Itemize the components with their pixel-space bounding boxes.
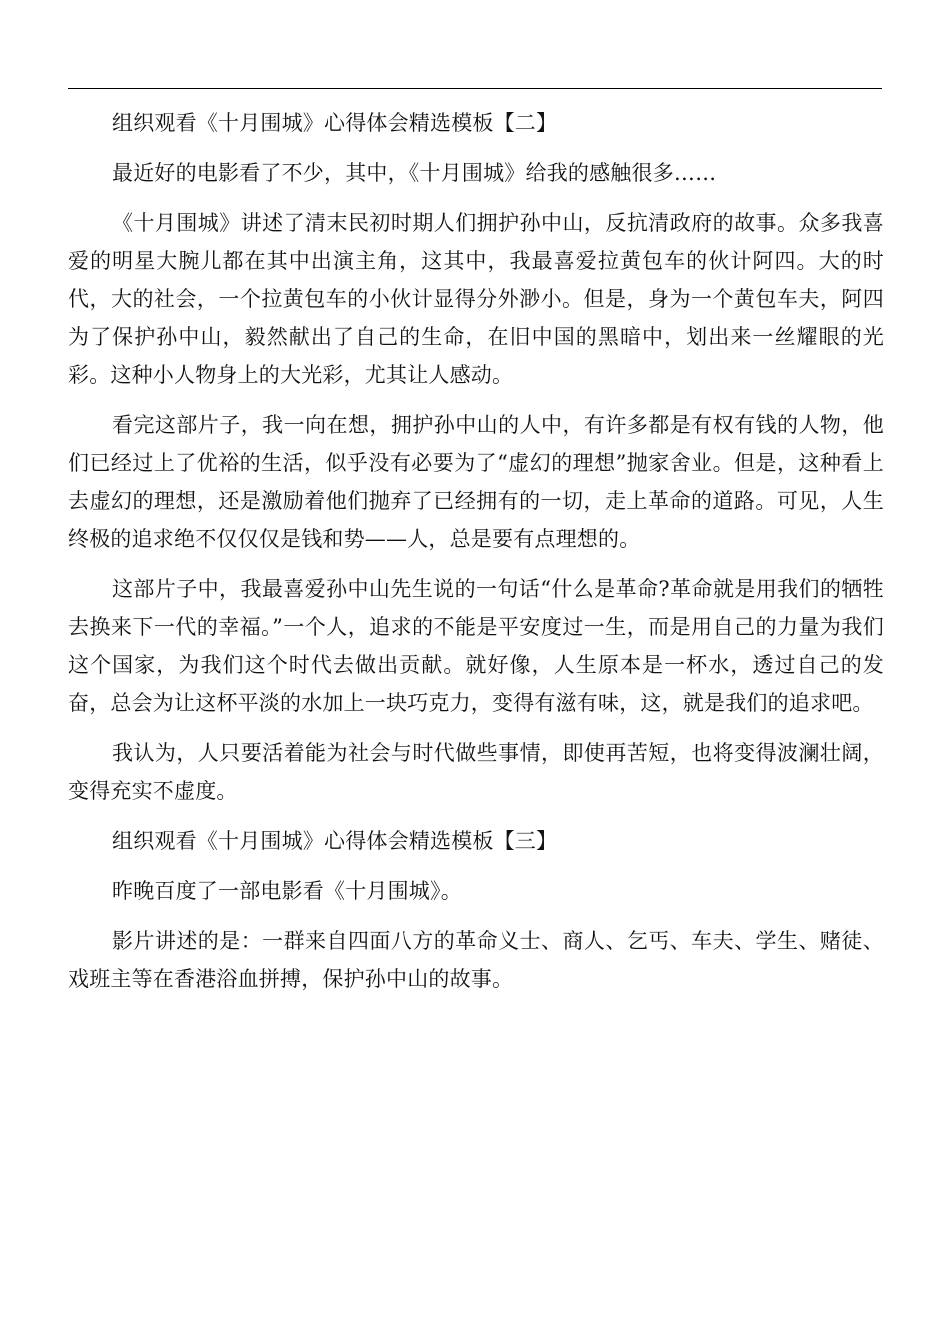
header-rule bbox=[68, 88, 882, 89]
document-body bbox=[68, 92, 884, 998]
paragraph: 看完这部片子，我一向在想，拥护孙中山的人中，有许多都是有权有钱的人物，他们已经过上了优裕的生活，似乎没有必要为了“虚幻的理想”抛家舍业。但是，这种看上去虚幻的理想，还是激励着他们抛弃了已经拥有的一切，走上革命的道路。可见，人生终极的追求绝不仅仅仅是钱和势——人，总是要有点理想的。 bbox=[68, 413, 884, 551]
paragraph: 影片讲述的是：一群来自四面八方的革命义士、商人、乞丐、车夫、学生、赌徒、戏班主等在香港浴血拼搏，保护孙中山的故事。 bbox=[68, 929, 884, 991]
paragraph: 《十月围城》讲述了清末民初时期人们拥护孙中山，反抗清政府的故事。众多我喜爱的明星大腕儿都在其中出演主角，这其中，我最喜爱拉黄包车的伙计阿四。大的时代，大的社会，一个拉黄包车的小伙计显得分外渺小。但是，身为一个黄包车夫，阿四为了保护孙中山，毅然献出了自己的生命，在旧中国的黑暗中，划出来一丝耀眼的光彩。这种小人物身上的大光彩，尤其让人感动。 bbox=[68, 211, 884, 387]
section-heading-3: 组织观看《十月围城》心得体会精选模板【三】 bbox=[112, 829, 558, 853]
paragraph: 最近好的电影看了不少，其中，《十月围城》给我的感触很多…… bbox=[112, 161, 717, 185]
paragraph: 我认为，人只要活着能为社会与时代做些事情，即使再苦短，也将变得波澜壮阔，变得充实不虚度。 bbox=[68, 741, 884, 803]
paragraph: 昨晚百度了一部电影看《十月围城》。 bbox=[112, 879, 462, 903]
paragraph: 这部片子中，我最喜爱孙中山先生说的一句话“什么是革命?革命就是用我们的牺牲去换来下一代的幸福。”一个人，追求的不能是平安度过一生，而是用自己的力量为我们这个国家，为我们这个时代去做出贡献。就好像，人生原本是一杯水，透过自己的发奋，总会为让这杯平淡的水加上一块巧克力，变得有滋有味，这，就是我们的追求吧。 bbox=[68, 577, 884, 715]
section-heading-2: 组织观看《十月围城》心得体会精选模板【二】 bbox=[112, 111, 558, 135]
